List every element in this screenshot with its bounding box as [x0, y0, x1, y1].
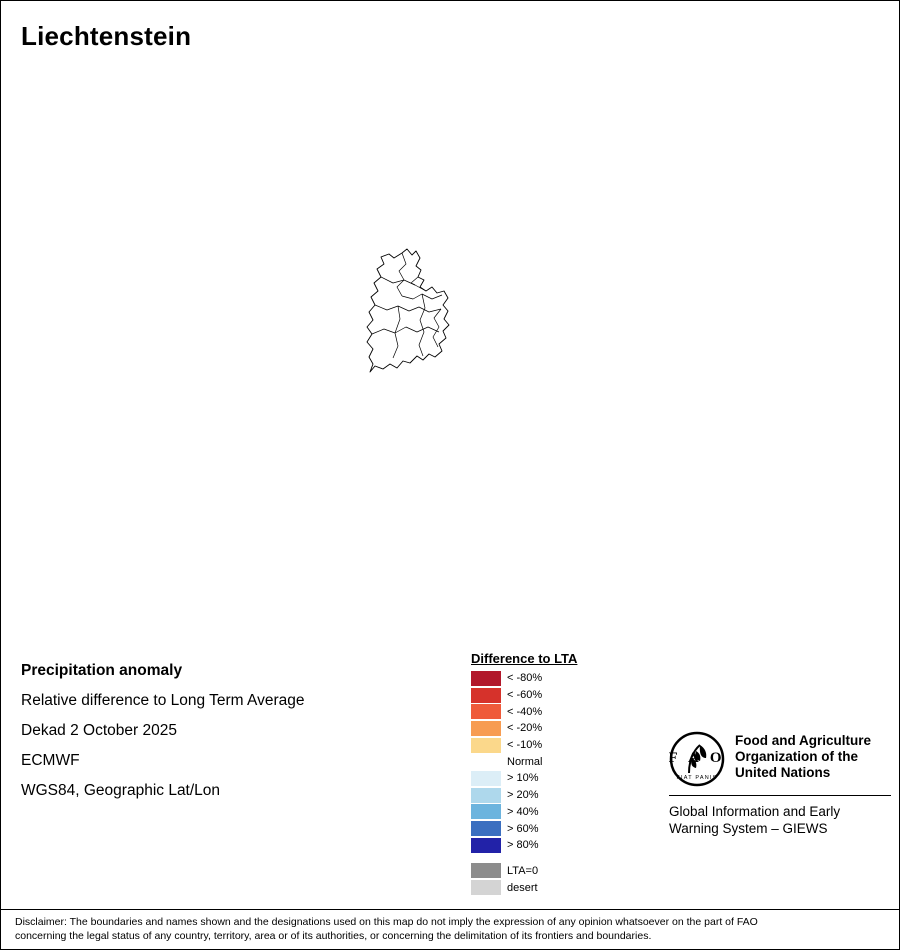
disclaimer-line-1: Disclaimer: The boundaries and names shown and the designations used on this map do not imply the expression of any opinion whatsoever on the part of FAO: [15, 916, 758, 928]
legend-item-desert: [471, 879, 641, 896]
legend: [471, 651, 641, 896]
legend-swatch: [471, 821, 501, 836]
legend-item-lta-zero: [471, 863, 641, 880]
legend-item-normal: [471, 753, 641, 770]
legend-item: [471, 787, 641, 804]
country-map-svg: [1, 61, 899, 621]
fao-name-line-3: United Nations: [735, 765, 831, 780]
legend-label: desert: [507, 881, 538, 894]
legend-item: [471, 670, 641, 687]
legend-swatch: [471, 838, 501, 853]
legend-swatch: [471, 771, 501, 786]
fao-name: [735, 729, 871, 781]
metadata-line-title: Precipitation anomaly: [21, 662, 183, 679]
legend-item: [471, 687, 641, 704]
disclaimer: [1, 909, 899, 949]
legend-swatch: [471, 704, 501, 719]
fao-name-line-1: Food and Agriculture: [735, 733, 871, 748]
fao-branding: [669, 729, 891, 837]
legend-label: < -20%: [507, 722, 543, 735]
legend-item: [471, 804, 641, 821]
legend-items: [471, 670, 641, 896]
legend-swatch: [471, 863, 501, 878]
legend-label: LTA=0: [507, 864, 539, 877]
legend-swatch: [471, 721, 501, 736]
legend-swatch: [471, 804, 501, 819]
legend-label: < -80%: [507, 672, 543, 685]
metadata-line-projection: WGS84, Geographic Lat/Lon: [21, 782, 221, 799]
legend-label: > 20%: [507, 789, 539, 802]
legend-label: < -40%: [507, 705, 543, 718]
page-title: Liechtenstein: [21, 21, 192, 51]
svg-text:F A O: F A O: [669, 750, 725, 766]
legend-label: < -10%: [507, 739, 543, 752]
fao-subtitle: [669, 803, 891, 837]
legend-item: [471, 837, 641, 854]
legend-swatch: [471, 788, 501, 803]
metadata-line-source: ECMWF: [21, 752, 80, 769]
fao-logo-row: [669, 729, 891, 787]
legend-swatch: [471, 880, 501, 895]
legend-item: [471, 820, 641, 837]
legend-item: [471, 770, 641, 787]
fao-subtitle-line-1: Global Information and Early: [669, 804, 841, 819]
metadata-line-subtitle: Relative difference to Long Term Average: [21, 692, 305, 709]
fao-name-line-2: Organization of the: [735, 749, 858, 764]
divider: [669, 795, 891, 796]
legend-label: < -60%: [507, 689, 543, 702]
map-canvas: [1, 61, 899, 621]
legend-item: [471, 737, 641, 754]
disclaimer-line-2: concerning the legal status of any country, territory, area or of its authorities, or concerning the delimitation of its frontiers and boundaries.: [15, 929, 652, 942]
metadata-line-period: Dekad 2 October 2025: [21, 722, 177, 739]
legend-label: Normal: [507, 755, 543, 768]
legend-title: Difference to LTA: [471, 651, 578, 666]
legend-item: [471, 720, 641, 737]
legend-label: > 80%: [507, 839, 539, 852]
legend-swatch: [471, 688, 501, 703]
fao-logo-icon: [669, 731, 725, 787]
liechtenstein-outline: [367, 249, 449, 372]
fao-subtitle-line-2: Warning System – GIEWS: [669, 821, 828, 836]
legend-swatch: [471, 754, 501, 769]
map-metadata: [21, 656, 441, 806]
svg-text:FIAT PANIS: FIAT PANIS: [676, 775, 718, 781]
legend-label: > 10%: [507, 772, 539, 785]
legend-label: > 40%: [507, 805, 539, 818]
legend-item: [471, 703, 641, 720]
legend-swatch: [471, 671, 501, 686]
legend-swatch: [471, 738, 501, 753]
legend-spacer: [471, 854, 641, 863]
legend-label: > 60%: [507, 822, 539, 835]
